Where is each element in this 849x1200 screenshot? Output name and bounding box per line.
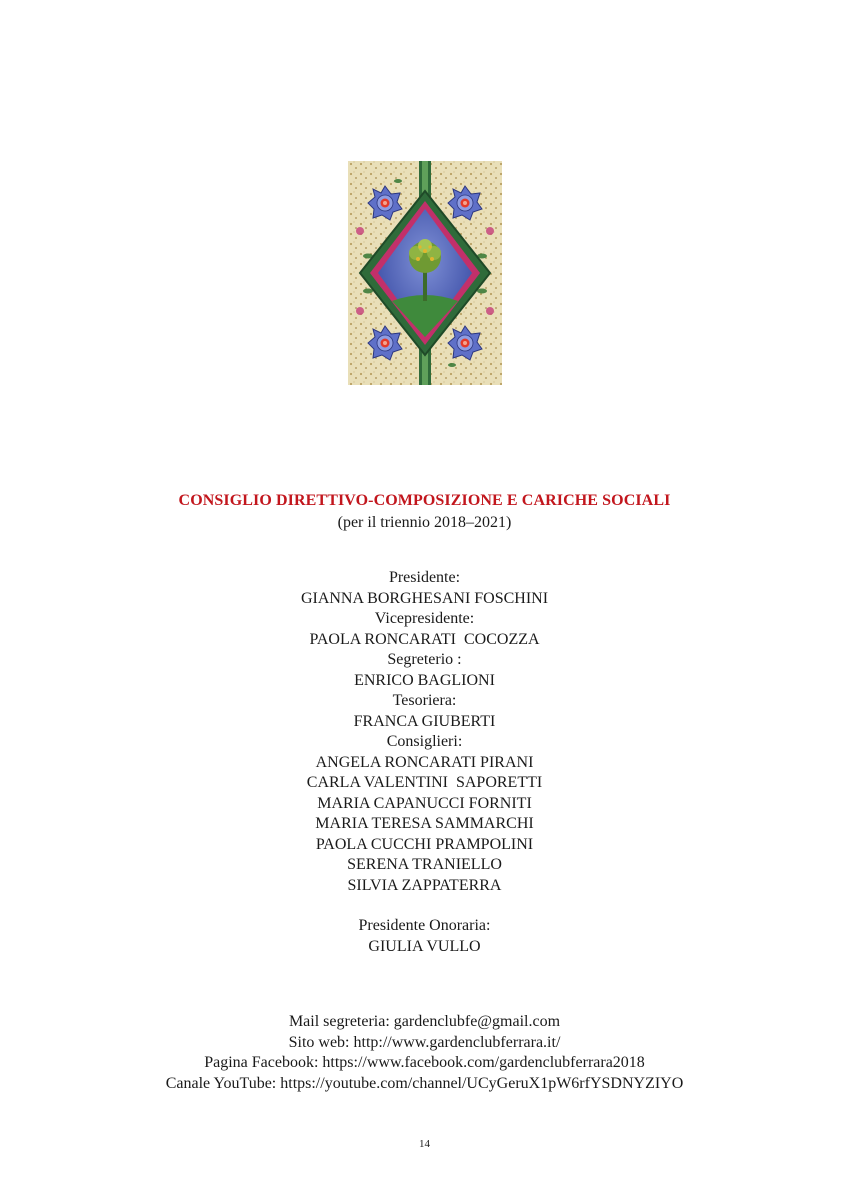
member-name: GIANNA BORGHESANI FOSCHINI bbox=[300, 589, 549, 607]
member-name: SILVIA ZAPPATERRA bbox=[347, 876, 502, 894]
role-label-honorary-president: Presidente Onoraria: bbox=[358, 917, 491, 934]
illuminated-tree-emblem-image bbox=[348, 161, 502, 385]
role-label-councillors: Consiglieri: bbox=[386, 733, 463, 750]
member-name: PAOLA RONCARATI COCOZZA bbox=[309, 630, 540, 648]
role-label-president: Presidente: bbox=[388, 569, 461, 586]
member-name: FRANCA GIUBERTI bbox=[353, 712, 496, 730]
board-roster bbox=[0, 568, 849, 896]
contact-mail: Mail segreteria: gardenclubfe@gmail.com bbox=[288, 1013, 561, 1030]
member-name: SERENA TRANIELLO bbox=[347, 856, 502, 873]
member-name: MARIA CAPANUCCI FORNITI bbox=[317, 794, 532, 812]
contact-website: Sito web: http://www.gardenclubferrara.it/ bbox=[288, 1033, 561, 1051]
contact-facebook: Pagina Facebook: https://www.facebook.com/gardenclubferrara2018 bbox=[204, 1054, 645, 1071]
honorary-section bbox=[0, 916, 849, 957]
member-name: ANGELA RONCARATI PIRANI bbox=[315, 753, 534, 771]
contact-youtube: Canale YouTube: https://youtube.com/channel/UCyGeruX1pW6rfYSDNYZIYO bbox=[165, 1074, 684, 1092]
page-subtitle: (per il triennio 2018–2021) bbox=[337, 514, 512, 531]
member-name: GIULIA VULLO bbox=[368, 937, 481, 955]
role-label-vice-president: Vicepresidente: bbox=[374, 610, 475, 627]
member-name: CARLA VALENTINI SAPORETTI bbox=[306, 774, 543, 791]
page-number: 14 bbox=[419, 1138, 430, 1150]
role-label-treasurer: Tesoriera: bbox=[392, 692, 457, 709]
member-name: PAOLA CUCCHI PRAMPOLINI bbox=[315, 835, 534, 853]
page-title: CONSIGLIO DIRETTIVO-COMPOSIZIONE E CARICHE SOCIALI bbox=[178, 492, 671, 509]
contact-info bbox=[0, 1012, 849, 1094]
role-label-secretary: Segreterio : bbox=[387, 651, 462, 668]
member-name: MARIA TERESA SAMMARCHI bbox=[315, 815, 534, 832]
member-name: ENRICO BAGLIONI bbox=[354, 671, 495, 689]
